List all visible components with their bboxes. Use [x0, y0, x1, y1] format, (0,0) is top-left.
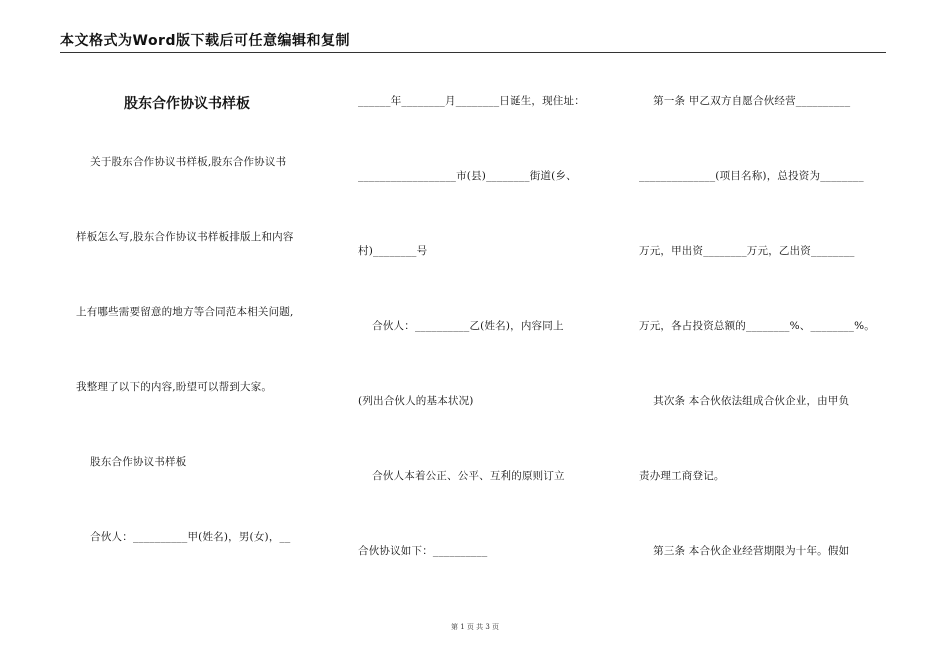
text-line: (列出合伙人的基本状况) — [358, 395, 474, 407]
text-line: 第一条 甲乙双方自愿合伙经营__________ — [639, 95, 851, 107]
text-line: 第三条 本合伙企业经营期限为十年。假如 — [639, 545, 850, 557]
text-line: __________________市(县)________街道(乡、 — [358, 170, 577, 182]
document-title: 股东合作协议书样板 — [124, 96, 250, 112]
document-header: 本文格式为Word版下载后可任意编辑和复制 — [60, 33, 350, 49]
text-line: 我整理了以下的内容,盼望可以帮到大家。 — [76, 381, 273, 393]
text-line: ______________(项目名称)，总投资为________ — [639, 170, 864, 182]
text-line: 关于股东合作协议书样板,股东合作协议书 — [76, 156, 287, 168]
header-divider — [60, 52, 886, 53]
text-line: 合伙人：__________甲(姓名)，男(女)，__ — [76, 531, 291, 543]
text-line: 万元，各占投资总额的________%、________%。 — [639, 320, 875, 332]
text-line: 责办理工商登记。 — [639, 470, 725, 482]
text-line: 合伙人：__________乙(姓名)，内容同上 — [358, 320, 564, 332]
text-line: 万元，甲出资________万元，乙出资________ — [639, 245, 855, 257]
text-line: 样板怎么写,股东合作协议书样板排版上和内容 — [76, 231, 294, 243]
text-line: 其次条 本合伙依法组成合伙企业，由甲负 — [639, 395, 850, 407]
text-line: 村)________号 — [358, 245, 428, 257]
text-line: ______年________月________日诞生，现住址： — [358, 95, 585, 107]
text-line: 上有哪些需要留意的地方等合同范本相关问题, — [76, 306, 294, 318]
text-line: 合伙人本着公正、公平、互利的原则订立 — [358, 470, 565, 482]
text-line: 合伙协议如下：__________ — [358, 545, 488, 557]
page-number-footer: 第 1 页 共 3 页 — [450, 623, 500, 631]
section-heading: 股东合作协议书样板 — [76, 456, 187, 468]
